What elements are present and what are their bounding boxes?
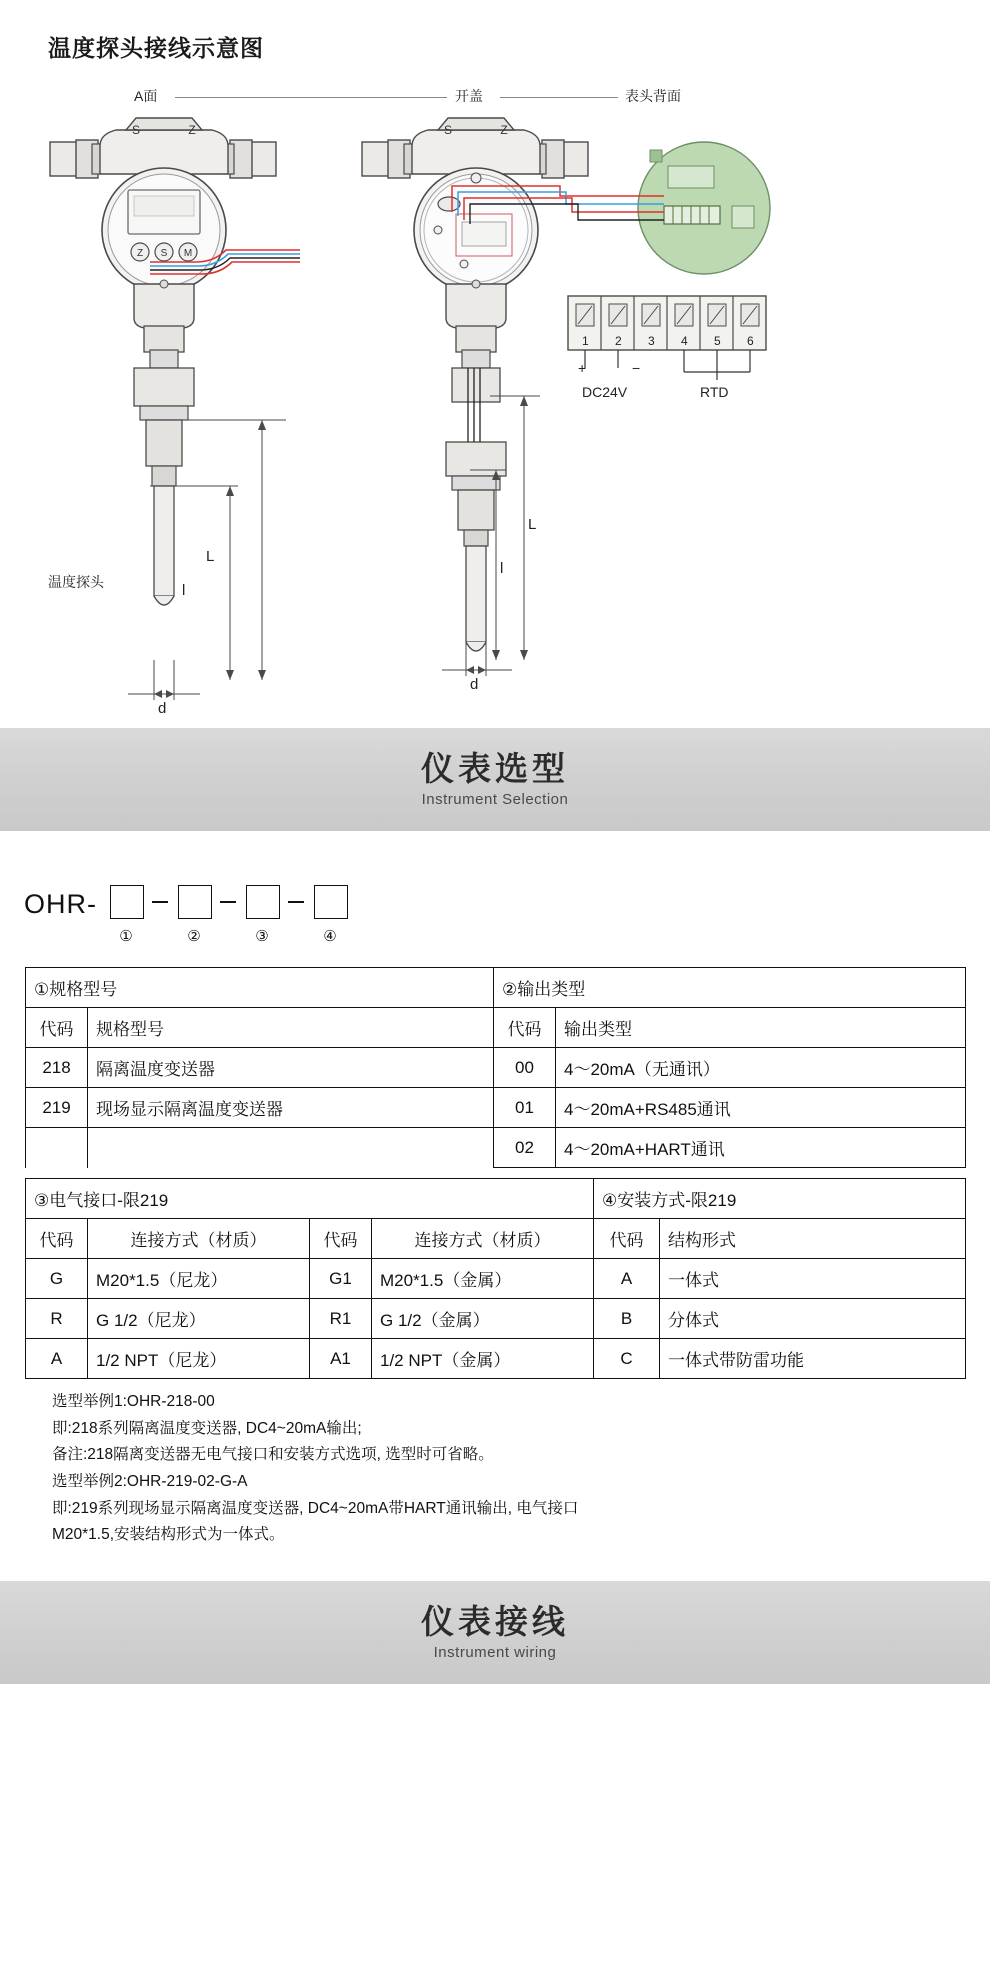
- code-slot-3[interactable]: [246, 885, 280, 919]
- block4-title: ④安装方式-限219: [594, 1179, 966, 1219]
- svg-text:Z: Z: [500, 123, 508, 137]
- block1-spacer-code: [26, 1128, 88, 1168]
- terminal-number-3: 3: [648, 334, 655, 348]
- code-slot-2[interactable]: [178, 885, 212, 919]
- label-rtd: RTD: [700, 384, 729, 400]
- block3-row3-code-1: A: [26, 1339, 88, 1379]
- selection-table-bottom: [25, 1178, 966, 1379]
- block2-row2-code: 01: [494, 1088, 556, 1128]
- model-code-builder: [0, 871, 990, 967]
- note-line-6: M20*1.5,安装结构形式为一体式。: [52, 1526, 285, 1544]
- label-open-cover: 开盖: [455, 88, 483, 104]
- table-row: [26, 1128, 966, 1168]
- note-line-1: 选型举例1:OHR-218-00: [52, 1393, 215, 1410]
- table-row: [26, 1088, 966, 1128]
- selection-notes: [52, 1389, 990, 1549]
- block3-row1-code-2: G1: [310, 1259, 372, 1299]
- block4-row1-code: A: [594, 1259, 660, 1299]
- banner-selection-title-cn: 仪表选型: [421, 749, 569, 787]
- block3-head-conn-1: 连接方式（材质）: [88, 1219, 310, 1259]
- code-index-4: ④: [323, 928, 337, 945]
- block3-head-conn-2: 连接方式（材质）: [372, 1219, 594, 1259]
- block1-row1-desc: 隔离温度变送器: [88, 1048, 494, 1088]
- table-row: [26, 1219, 966, 1259]
- block3-row1-code-1: G: [26, 1259, 88, 1299]
- terminal-number-5: 5: [714, 334, 721, 348]
- page-title: 温度探头接线示意图: [48, 35, 264, 61]
- dim-label-L-left: L: [206, 548, 215, 565]
- dim-label-L-right: L: [528, 516, 537, 533]
- dim-label-d-right: d: [470, 676, 479, 693]
- code-dash-2: [220, 901, 236, 903]
- block3-row3-code-2: A1: [310, 1339, 372, 1379]
- dim-label-d-left: d: [158, 700, 167, 717]
- code-dash-3: [288, 901, 304, 903]
- code-dash-1: [152, 901, 168, 903]
- selection-section: [0, 871, 990, 1567]
- svg-text:S: S: [131, 123, 141, 137]
- label-face-a: A面: [134, 88, 158, 104]
- block4-row2-code: B: [594, 1299, 660, 1339]
- svg-text:S: S: [160, 248, 168, 259]
- dim-label-l-right: l: [500, 560, 504, 577]
- table-row: [26, 1008, 966, 1048]
- block3-row2-conn-2: G 1/2（金属）: [372, 1299, 594, 1339]
- table-row: [26, 1339, 966, 1379]
- code-index-1: ①: [119, 928, 133, 945]
- block1-title: ①规格型号: [26, 968, 494, 1008]
- note-line-4: 选型举例2:OHR-219-02-G-A: [52, 1472, 248, 1490]
- block4-row3-desc: 一体式带防雷功能: [660, 1339, 966, 1379]
- block2-row1-desc: 4～20mA（无通讯）: [556, 1048, 966, 1088]
- svg-text:Z: Z: [188, 123, 196, 137]
- model-code-prefix: OHR-: [24, 889, 97, 919]
- wiring-illustration: [0, 0, 990, 728]
- svg-text:Z: Z: [136, 248, 144, 259]
- terminal-number-2: 2: [615, 334, 622, 348]
- code-slot-4[interactable]: [314, 885, 348, 919]
- code-slot-1[interactable]: [110, 885, 144, 919]
- block4-row2-desc: 分体式: [660, 1299, 966, 1339]
- table-row: [26, 1179, 966, 1219]
- block1-row2-code: 219: [26, 1088, 88, 1128]
- terminal-number-4: 4: [681, 334, 688, 348]
- block1-spacer-desc: [88, 1128, 494, 1168]
- polarity-plus: +: [578, 360, 587, 376]
- block3-head-code-2: 代码: [310, 1219, 372, 1259]
- block2-row2-desc: 4～20mA+RS485通讯: [556, 1088, 966, 1128]
- block4-head-code: 代码: [594, 1219, 660, 1259]
- block3-title: ③电气接口-限219: [26, 1179, 594, 1219]
- block2-row3-desc: 4～20mA+HART通讯: [556, 1128, 966, 1168]
- block1-row2-desc: 现场显示隔离温度变送器: [88, 1088, 494, 1128]
- code-index-3: ③: [255, 928, 269, 945]
- block1-head-code: 代码: [26, 1008, 88, 1048]
- note-line-3: 备注:218隔离变送器无电气接口和安装方式选项, 选型时可省略。: [52, 1446, 494, 1464]
- label-head-back: 表头背面: [625, 88, 681, 104]
- banner-instrument-selection: [0, 728, 990, 831]
- label-probe: 温度探头: [48, 574, 104, 590]
- banner-wiring-title-en: Instrument wiring: [433, 1644, 557, 1662]
- block3-row2-code-1: R: [26, 1299, 88, 1339]
- block1-head-model: 规格型号: [88, 1008, 494, 1048]
- block3-row2-code-2: R1: [310, 1299, 372, 1339]
- banner-selection-title-en: Instrument Selection: [421, 791, 569, 809]
- block3-row1-conn-1: M20*1.5（尼龙）: [88, 1259, 310, 1299]
- banner-instrument-wiring: [0, 1581, 990, 1684]
- block4-row1-desc: 一体式: [660, 1259, 966, 1299]
- terminal-number-1: 1: [582, 334, 589, 348]
- block2-head-output: 输出类型: [556, 1008, 966, 1048]
- block3-row3-conn-2: 1/2 NPT（金属）: [372, 1339, 594, 1379]
- code-index-2: ②: [187, 928, 201, 945]
- block3-row2-conn-1: G 1/2（尼龙）: [88, 1299, 310, 1339]
- dim-label-l-left: l: [182, 582, 186, 599]
- table-row: [26, 1048, 966, 1088]
- svg-text:M: M: [183, 248, 193, 259]
- block1-row1-code: 218: [26, 1048, 88, 1088]
- banner-wiring-title-cn: 仪表接线: [421, 1602, 569, 1640]
- block3-head-code-1: 代码: [26, 1219, 88, 1259]
- note-line-2: 即:218系列隔离温度变送器, DC4~20mA输出;: [52, 1419, 362, 1437]
- polarity-minus: −: [632, 360, 641, 376]
- note-line-5: 即:219系列现场显示隔离温度变送器, DC4~20mA带HART通讯输出, 电气接口: [52, 1499, 579, 1517]
- table-row: [26, 1299, 966, 1339]
- block4-head-structure: 结构形式: [660, 1219, 966, 1259]
- selection-table-top: [25, 967, 966, 1168]
- block2-title: ②输出类型: [494, 968, 966, 1008]
- block2-row1-code: 00: [494, 1048, 556, 1088]
- block2-row3-code: 02: [494, 1128, 556, 1168]
- block4-row3-code: C: [594, 1339, 660, 1379]
- block3-row3-conn-1: 1/2 NPT（尼龙）: [88, 1339, 310, 1379]
- svg-text:S: S: [443, 123, 453, 137]
- block3-row1-conn-2: M20*1.5（金属）: [372, 1259, 594, 1299]
- table-row: [26, 1259, 966, 1299]
- block2-head-code: 代码: [494, 1008, 556, 1048]
- terminal-number-6: 6: [747, 334, 754, 348]
- wiring-diagram-section: [0, 0, 990, 728]
- table-row: [26, 968, 966, 1008]
- label-dc24v: DC24V: [582, 384, 628, 400]
